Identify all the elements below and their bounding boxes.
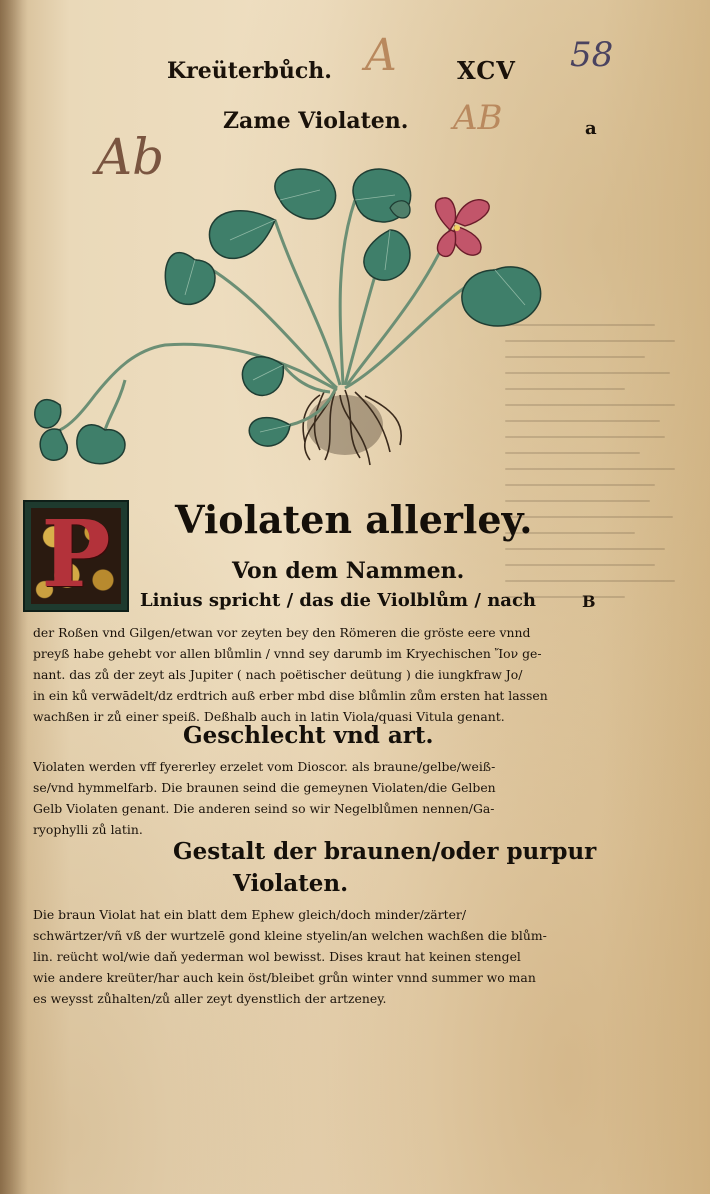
text-line: Die braun Violat hat ein blatt dem Ephew gleich/doch minder/zärter/ xyxy=(33,907,467,922)
text-line: wie andere kreüter/har auch kein öst/bleibet grůn winter vnnd summer wo man xyxy=(33,970,536,985)
section-heading-name: Von dem Nammen. xyxy=(232,558,465,584)
text-line: lin. reücht wol/wie daň yederman wol bewisst. Dises kraut hat keinen stengel xyxy=(33,949,521,964)
manuscript-note-a: A xyxy=(365,30,397,81)
text-line: wachßen ir zů einer speiß. Deßhalb auch in latin Viola/quasi Vitula genant. xyxy=(33,709,505,724)
running-head: Kreüterbůch. xyxy=(167,58,332,84)
section-form-text xyxy=(33,904,573,1009)
text-line: Gelb Violaten genant. Die anderen seind so wir Negelblůmen nennen/Ga- xyxy=(33,801,495,816)
decorated-initial xyxy=(23,500,129,612)
section-heading-kind: Geschlecht vnd art. xyxy=(183,722,434,749)
text-line: nant. das zů der zeyt als Jupiter ( nach poëtischer deütung ) die iungkfraw Jo/ xyxy=(33,667,523,682)
section-heading-form-cont: Violaten. xyxy=(233,870,349,897)
initial-letter: P xyxy=(41,500,111,608)
plant-title: Zame Violaten. xyxy=(223,108,409,134)
text-line: schwärtzer/vñ vß der wurtzelē gond kleine styelin/an welchen wachßen die blům- xyxy=(33,928,547,943)
signature-mark: a xyxy=(585,118,597,139)
text-line: in ein ků verwādelt/dz erdtrich auß erber mbd dise blůmlin zům ersten hat lassen xyxy=(33,688,548,703)
main-heading: Violaten allerley. xyxy=(175,497,533,542)
text-line: se/vnd hymmelfarb. Die braunen seind die gemeynen Violaten/die Gelben xyxy=(33,780,496,795)
violet-flower xyxy=(436,198,490,257)
margin-signature-b: B xyxy=(582,592,596,611)
stems xyxy=(60,200,495,430)
text-line: preyß habe gehebt vor allen blůmlin / vnnd sey darumb im Kryechischen Ἴον ge- xyxy=(33,646,542,661)
text-line: Violaten werden vff fyererley erzelet vom Dioscor. als braune/gelbe/weiß- xyxy=(33,759,496,774)
section-name-text xyxy=(33,622,573,727)
text-line: ryophylli zů latin. xyxy=(33,822,143,837)
manuscript-note-left: Ab xyxy=(96,128,165,186)
manuscript-folio-number: 58 xyxy=(570,35,614,75)
section-heading-form: Gestalt der braunen/oder purpur xyxy=(173,838,597,865)
roots xyxy=(303,390,401,465)
text-line: es weysst zůhalten/zů aller zeyt dyenstlich der artzeney. xyxy=(33,991,387,1006)
violet-plant-illustration xyxy=(25,160,555,490)
section-kind-text xyxy=(33,756,573,840)
first-line: Linius spricht / das die Violblům / nach xyxy=(140,590,536,611)
text-line: der Roßen vnd Gilgen/etwan vor zeyten bey den Römeren die gröste eere vnnd xyxy=(33,625,531,640)
folio-number: XCV xyxy=(457,56,516,85)
manuscript-note-ab: AB xyxy=(453,98,503,138)
